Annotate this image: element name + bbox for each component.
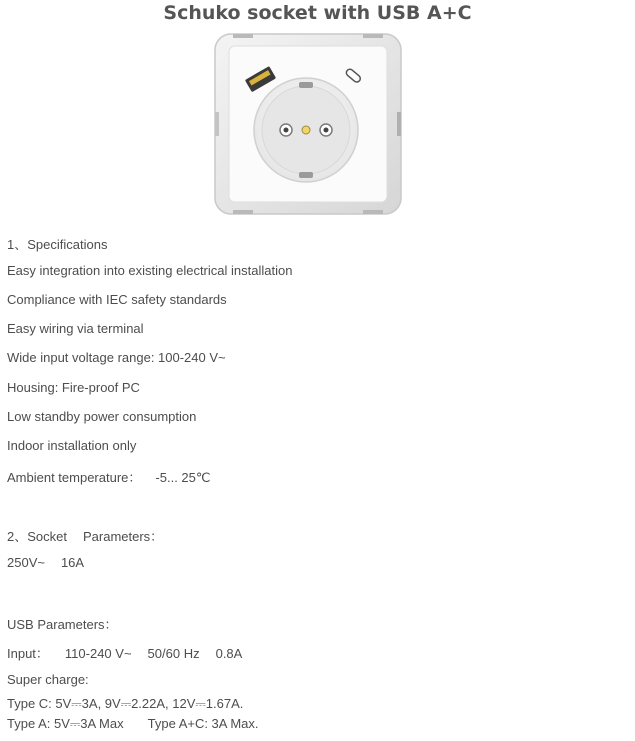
spec-item: Wide input voltage range: 100-240 V~ [7,350,226,365]
socket-heading-num: 2、Socket [7,529,67,544]
spec-item: Indoor installation only [7,438,137,453]
ambient-value: -5... 25℃ [155,470,211,485]
usb-heading: USB Parameters： [7,617,118,632]
usb-input-frequency: 50/60 Hz [147,646,200,661]
socket-heading [7,526,163,545]
type-c-output: Type C: 5V⎓3A, 9V⎓2.22A, 12V⎓1.67A. [7,696,244,711]
ambient-temperature [7,467,210,486]
type-a-spec: Type A: 5V⎓3A Max [7,716,124,731]
spec-item: Easy wiring via terminal [7,321,144,336]
ambient-label: Ambient temperature： [7,470,142,485]
spec-item: Compliance with IEC safety standards [7,292,227,307]
socket-voltage: 250V~ [7,555,45,570]
usb-input [7,643,242,662]
page-title: Schuko socket with USB A+C [163,2,472,24]
socket-rating [7,555,84,570]
spec-item: Easy integration into existing electrical installation [7,263,293,278]
type-a-output [7,716,259,732]
usb-input-current: 0.8A [215,646,243,661]
spec-item: Low standby power consumption [7,409,197,424]
schuko-socket-usb-illustration [213,32,403,216]
socket-heading-rest: Parameters： [82,529,164,544]
usb-input-voltage: 110-240 V~ [64,646,132,661]
spec-item: Housing: Fire-proof PC [7,380,140,395]
specifications-heading: 1、Specifications [7,237,108,252]
type-ac-spec: Type A+C: 3A Max. [147,716,259,731]
socket-current: 16A [60,555,85,570]
super-charge-label: Super charge: [7,672,89,687]
usb-input-label: Input： [7,646,49,661]
